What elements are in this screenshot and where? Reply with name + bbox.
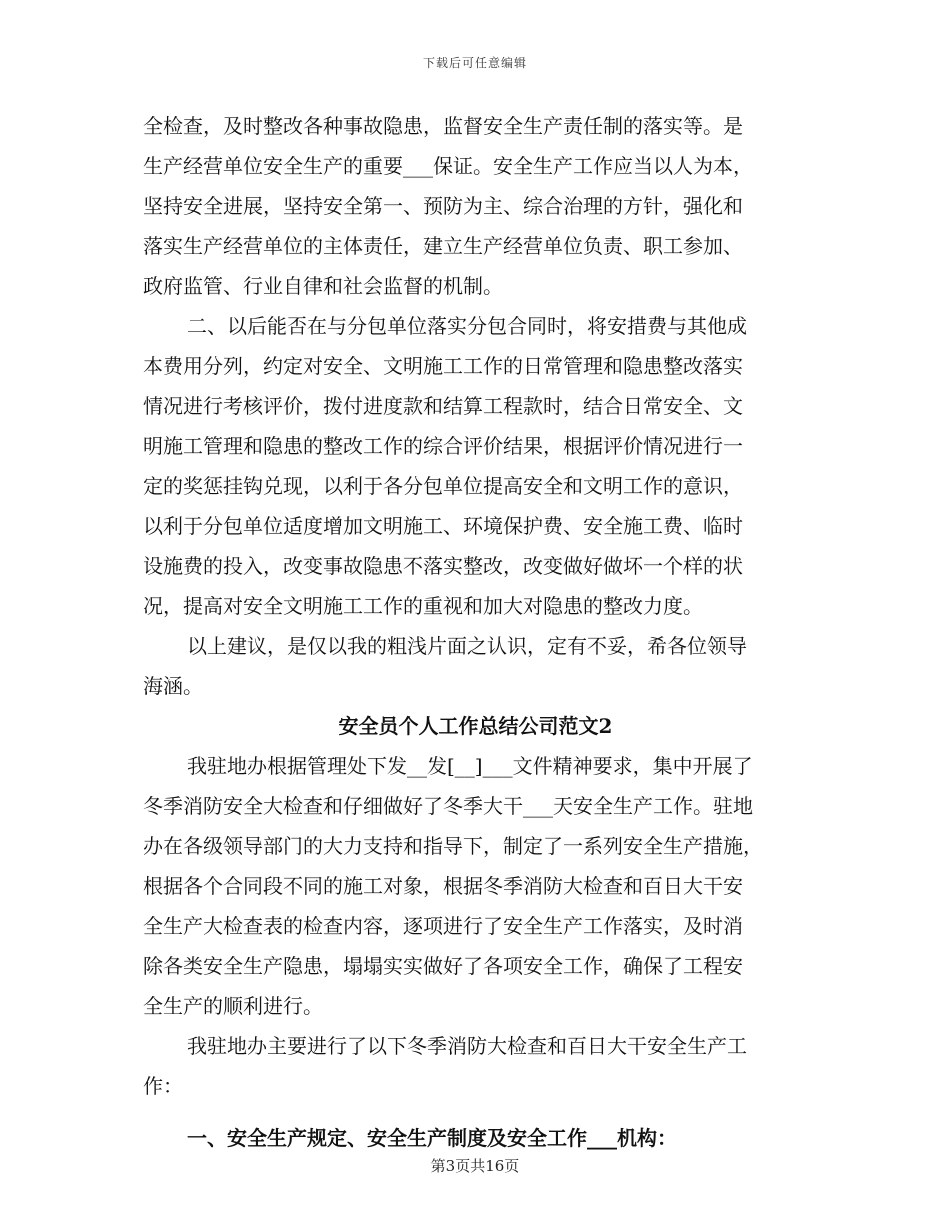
paragraph-line: 除各类安全生产隐患，塌塌实实做好了各项安全工作，确保了工程安	[143, 954, 743, 978]
paragraph-line: 情况进行考核评价，拨付进度款和结算工程款时，结合日常安全、文	[143, 394, 743, 418]
paragraph-line: 我驻地办根据管理处下发__发[__]___文件精神要求，集中开展了	[187, 754, 753, 778]
paragraph-line: 以利于分包单位适度增加文明施工、环境保护费、安全施工费、临时	[143, 514, 743, 538]
paragraph-line: 办在各级领导部门的大力支持和指导下，制定了一系列安全生产措施，	[143, 834, 763, 858]
paragraph-line: 明施工管理和隐患的整改工作的综合评价结果，根据评价情况进行一	[143, 434, 743, 458]
paragraph-line: 生产经营单位安全生产的重要___保证。安全生产工作应当以人为本，	[143, 154, 753, 178]
paragraph-line: 全生产大检查表的检查内容，逐项进行了安全生产工作落实，及时消	[143, 914, 743, 938]
paragraph-line: 二、以后能否在与分包单位落实分包合同时，将安措费与其他成	[187, 314, 747, 338]
paragraph-line: 设施费的投入，改变事故隐患不落实整改，改变做好做坏一个样的状	[143, 554, 743, 578]
paragraph-line: 作：	[143, 1074, 183, 1098]
paragraph-line: 落实生产经营单位的主体责任，建立生产经营单位负责、职工参加、	[143, 234, 743, 258]
page-indicator: 第3页共16页	[430, 1157, 520, 1175]
section-title: 安全员个人工作总结公司范文2	[338, 714, 613, 738]
subsection-heading: 一、安全生产规定、安全生产制度及安全工作___机构：	[187, 1126, 677, 1150]
document-body	[143, 106, 808, 1158]
paragraph-line: 本费用分列，约定对安全、文明施工工作的日常管理和隐患整改落实	[143, 354, 743, 378]
paragraph-line: 以上建议，是仅以我的粗浅片面之认识，定有不妥，希各位领导	[187, 634, 747, 658]
paragraph-line: 坚持安全进展，坚持安全第一、预防为主、综合治理的方针，强化和	[143, 194, 743, 218]
paragraph-line: 海涵。	[143, 674, 203, 698]
header-note: 下载后可任意编辑	[422, 56, 527, 70]
paragraph-line: 全生产的顺利进行。	[143, 994, 323, 1018]
paragraph-line: 根据各个合同段不同的施工对象，根据冬季消防大检查和百日大干安	[143, 874, 743, 898]
paragraph-line: 全检查，及时整改各种事故隐患，监督安全生产责任制的落实等。是	[143, 114, 743, 138]
paragraph-line: 我驻地办主要进行了以下冬季消防大检查和百日大干安全生产工	[187, 1034, 747, 1058]
paragraph-line: 定的奖惩挂钩兑现，以利于各分包单位提高安全和文明工作的意识，	[143, 474, 743, 498]
paragraph-line: 冬季消防安全大检查和仔细做好了冬季大干___天安全生产工作。驻地	[143, 794, 753, 818]
paragraph-line: 况，提高对安全文明施工工作的重视和加大对隐患的整改力度。	[143, 594, 703, 618]
paragraph-line: 政府监管、行业自律和社会监督的机制。	[143, 274, 503, 298]
